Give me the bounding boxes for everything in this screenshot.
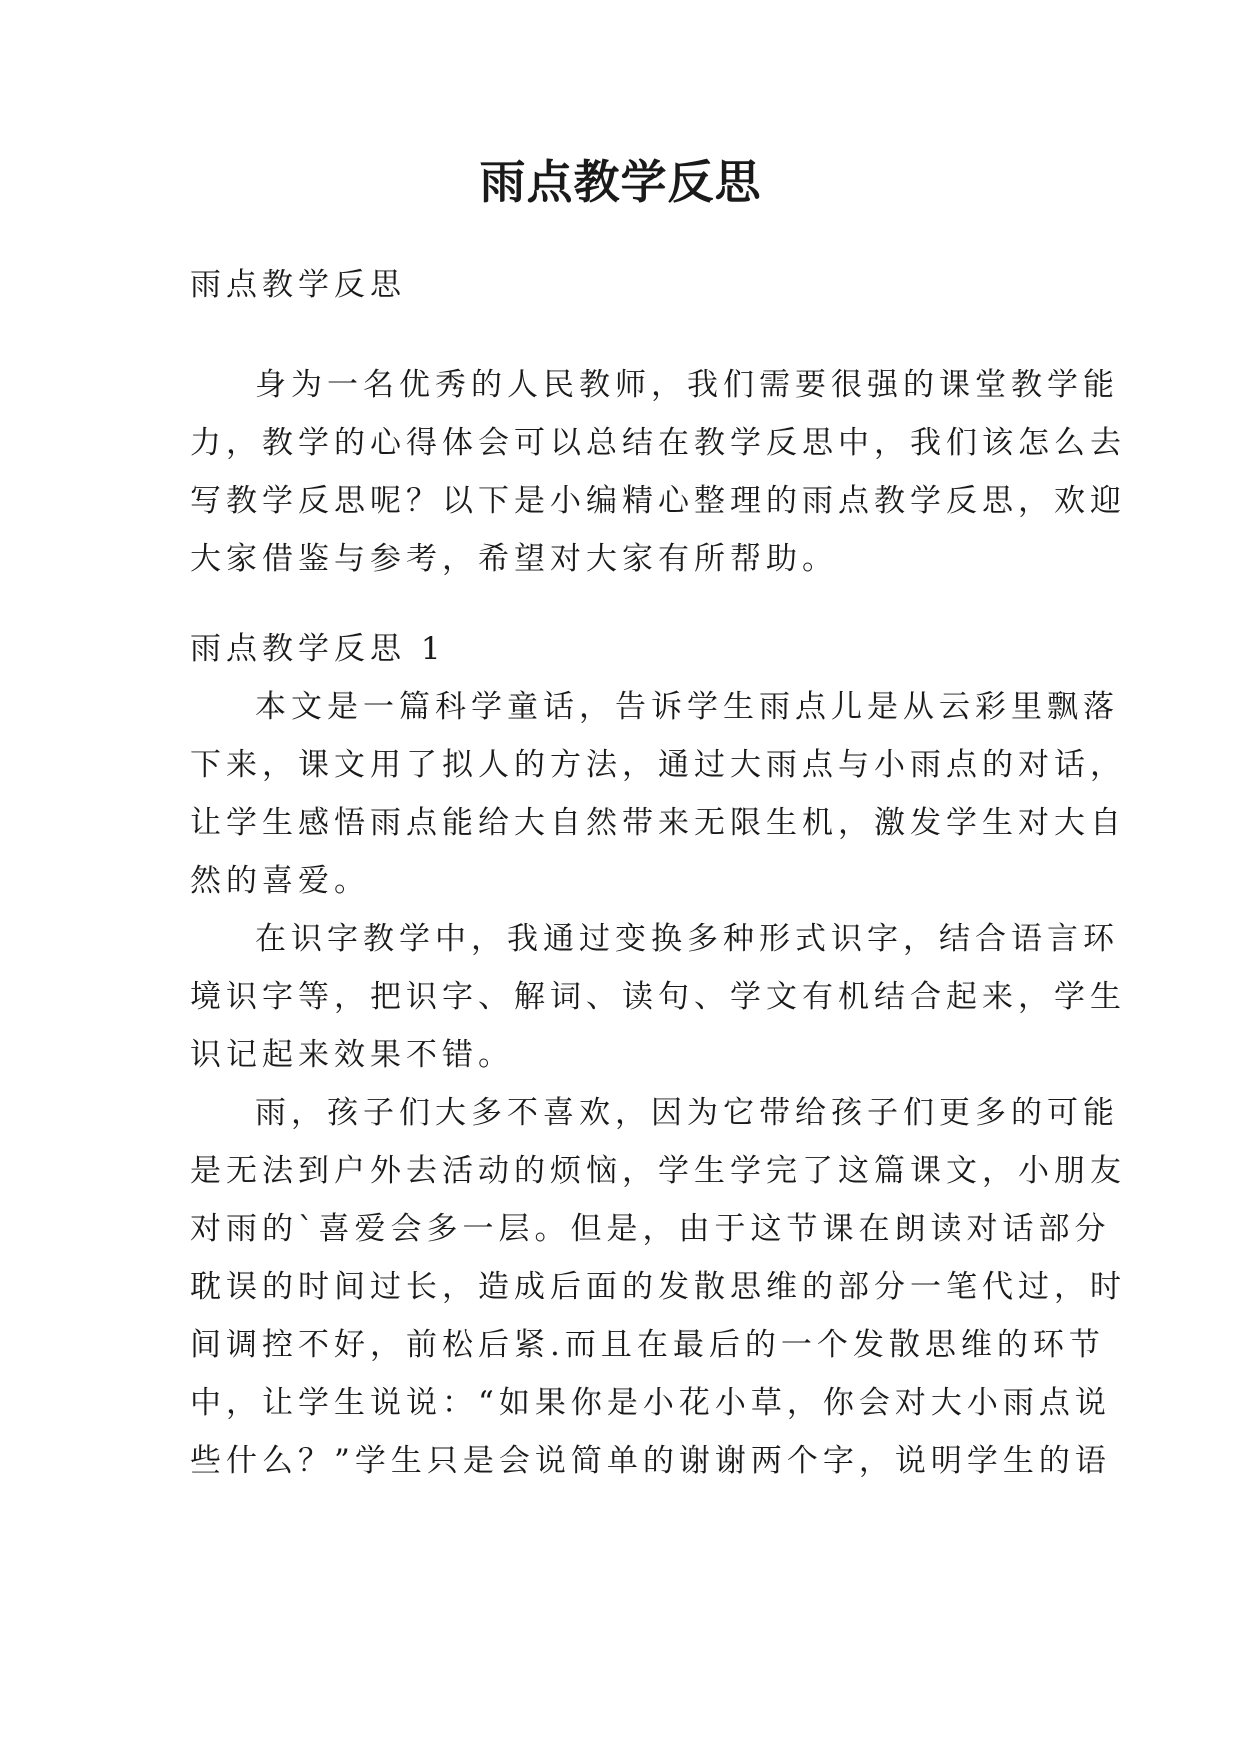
intro-paragraph xyxy=(190,356,1126,588)
document-subtitle xyxy=(190,256,1060,314)
paragraph-line: 间调控不好，前松后紧.而且在最后的一个发散思维的环节 xyxy=(190,1327,1105,1363)
paragraph-line: 让学生感悟雨点能给大自然带来无限生机，激发学生对大自 xyxy=(190,805,1126,841)
intro-line: 力，教学的心得体会可以总结在教学反思中，我们该怎么去 xyxy=(190,425,1126,461)
intro-line: 身为一名优秀的人民教师，我们需要很强的课堂教学能 xyxy=(255,367,1119,403)
paragraph-line: 境识字等，把识字、解词、读句、学文有机结合起来，学生 xyxy=(190,979,1126,1015)
body-paragraph-1 xyxy=(190,678,1126,910)
body-paragraph-3 xyxy=(190,1084,1126,1490)
paragraph-line: 雨，孩子们大多不喜欢，因为它带给孩子们更多的可能 xyxy=(255,1095,1119,1131)
intro-line: 大家借鉴与参考，希望对大家有所帮助。 xyxy=(190,541,838,577)
paragraph-line: 然的喜爱。 xyxy=(190,863,370,899)
paragraph-line: 耽误的时间过长，造成后面的发散思维的部分一笔代过，时 xyxy=(190,1269,1126,1305)
document-title: 雨点教学反思 xyxy=(479,155,762,209)
paragraph-line: 对雨的`喜爱会多一层。但是，由于这节课在朗读对话部分 xyxy=(190,1211,1111,1247)
paragraph-line: 下来，课文用了拟人的方法，通过大雨点与小雨点的对话， xyxy=(190,747,1126,783)
section-heading-line: 雨点教学反思 1 xyxy=(190,631,446,667)
paragraph-line: 中，让学生说说：“如果你是小花小草，你会对大小雨点说 xyxy=(190,1385,1111,1421)
paragraph-line: 识记起来效果不错。 xyxy=(190,1037,514,1073)
paragraph-line: 在识字教学中，我通过变换多种形式识字，结合语言环 xyxy=(255,921,1119,957)
paragraph-line: 本文是一篇科学童话，告诉学生雨点儿是从云彩里飘落 xyxy=(255,689,1119,725)
paragraph-line: 些什么？”学生只是会说简单的谢谢两个字，说明学生的语 xyxy=(190,1443,1111,1479)
intro-line: 写教学反思呢？以下是小编精心整理的雨点教学反思，欢迎 xyxy=(190,483,1126,519)
section-heading xyxy=(190,620,1060,678)
subtitle-line: 雨点教学反思 xyxy=(190,267,406,303)
body-paragraph-2 xyxy=(190,910,1126,1084)
paragraph-line: 是无法到户外去活动的烦恼，学生学完了这篇课文，小朋友 xyxy=(190,1153,1126,1189)
